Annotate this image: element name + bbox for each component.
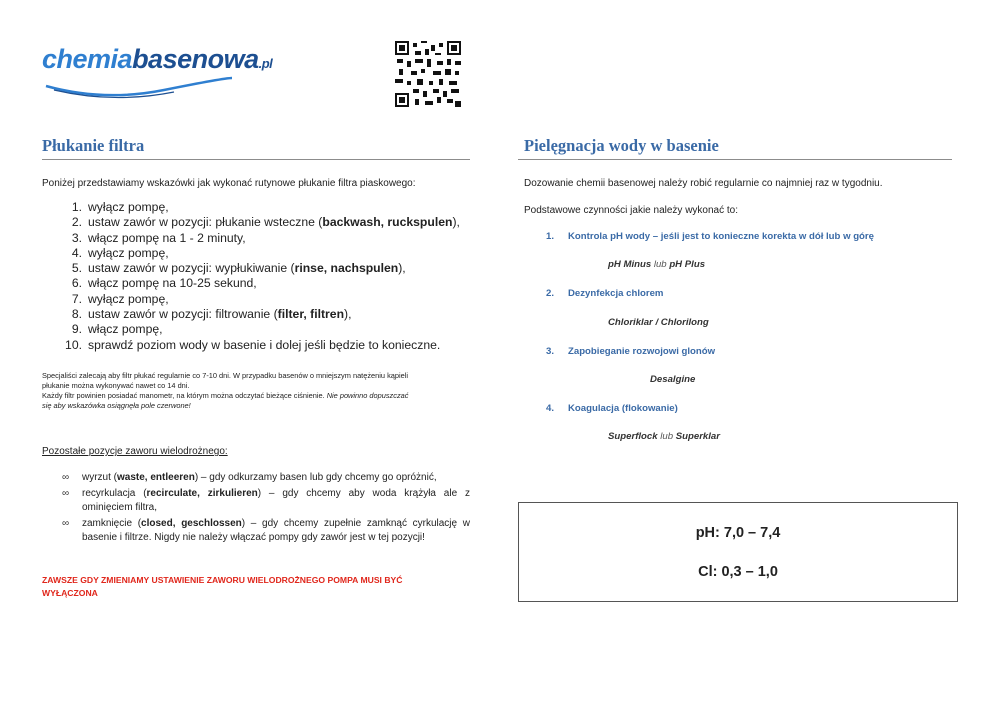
chlorine-range: Cl: 0,3 – 1,0 bbox=[698, 564, 778, 580]
right-heading: Pielęgnacja wody w basenie bbox=[524, 136, 719, 155]
care-item-flocculation: 4. Koagulacja (flokowanie) bbox=[546, 403, 678, 414]
parameters-box bbox=[518, 502, 958, 602]
step-item: 7. wyłącz pompę, bbox=[71, 291, 169, 306]
left-heading-rule bbox=[42, 159, 470, 160]
valve-heading: Pozostałe pozycje zaworu wielodrożnego: bbox=[42, 446, 228, 457]
step-item: 9. włącz pompę, bbox=[71, 322, 163, 337]
step-item: 2. ustaw zawór w pozycji: płukanie wsteczne (backwash, ruckspulen), bbox=[71, 215, 460, 230]
list-item: ∞ recyrkulacja (recirculate, zirkulieren) – gdy chcemy aby woda krążyła ale z ominięciem filtra, bbox=[62, 488, 470, 513]
care-item-ph: 1. Kontrola pH wody – jeśli jest to konieczne korekta w dół lub w górę bbox=[546, 231, 874, 242]
filter-note: Specjaliści zalecają aby filtr płukać regularnie co 7-10 dni. W przypadku basenów o mniejszym natężeniu kąpieli płukanie można wykonywać nawet co 14 dni. Każdy filtr powinien posiadać manometr, na którym można odczytać bieżące ciśnienie. Nie powinno dopuszczać się aby wskazówka osiągnęła pole czerwone! bbox=[42, 371, 409, 410]
qr-code-icon bbox=[395, 41, 461, 107]
logo-suffix: .pl bbox=[258, 56, 273, 71]
ph-range: pH: 7,0 – 7,4 bbox=[695, 525, 781, 541]
care-product-ph: pH Minus lub pH Plus bbox=[608, 259, 706, 270]
right-heading-rule bbox=[518, 159, 952, 160]
care-product-chlorine: Chloriklar / Chlorilong bbox=[608, 317, 709, 328]
right-intro: Dozowanie chemii basenowej należy robić regularnie co najmniej raz w tygodniu. bbox=[524, 178, 883, 189]
logo-text bbox=[42, 44, 273, 75]
step-item: 4. wyłącz pompę, bbox=[71, 245, 169, 260]
step-item: 6. włącz pompę na 10-25 sekund, bbox=[71, 276, 257, 291]
list-item: ∞ zamknięcie (closed, geschlossen) – gdy chcemy zupełnie zamknąć cyrkulację w basenie i filtrze. Nigdy nie należy włączać pompy gdy zawór jest w tej pozycji! bbox=[62, 518, 470, 543]
basics-text: Podstawowe czynności jakie należy wykonać to: bbox=[524, 205, 738, 216]
step-item: 8. ustaw zawór w pozycji: filtrowanie (filter, filtren), bbox=[71, 307, 352, 322]
step-item: 3. włącz pompę na 1 - 2 minuty, bbox=[71, 230, 246, 245]
list-item: ∞ wyrzut (waste, entleeren) – gdy odkurzamy basen lub gdy chcemy go opróżnić, bbox=[62, 472, 437, 483]
filter-steps-list bbox=[60, 200, 480, 353]
valve-positions-list bbox=[62, 471, 472, 547]
care-product-flocculation: Superflock lub Superklar bbox=[608, 431, 720, 442]
step-item: 10. sprawdź poziom wody w basenie i dolej jeśli będzie to konieczne. bbox=[65, 337, 441, 352]
logo-part1: chemia bbox=[42, 44, 133, 74]
warning-text: ZAWSZE GDY ZMIENIAMY USTAWIENIE ZAWORU WIELODROŻNEGO POMPA MUSI BYĆ WYŁĄCZONA bbox=[42, 575, 403, 598]
care-product-algae: Desalgine bbox=[650, 374, 696, 385]
care-item-algae: 3. Zapobieganie rozwojowi glonów bbox=[546, 346, 716, 357]
logo-swoosh-icon bbox=[44, 76, 234, 100]
logo-part2: basenowa bbox=[132, 44, 259, 74]
logo bbox=[42, 44, 273, 100]
step-item: 5. ustaw zawór w pozycji: wypłukiwanie (rinse, nachspulen), bbox=[71, 261, 406, 276]
left-intro: Poniżej przedstawiamy wskazówki jak wykonać rutynowe płukanie filtra piaskowego: bbox=[42, 178, 416, 189]
step-item: 1. wyłącz pompę, bbox=[71, 200, 169, 214]
care-item-chlorine: 2. Dezynfekcja chlorem bbox=[546, 288, 664, 299]
left-heading: Płukanie filtra bbox=[42, 136, 145, 155]
